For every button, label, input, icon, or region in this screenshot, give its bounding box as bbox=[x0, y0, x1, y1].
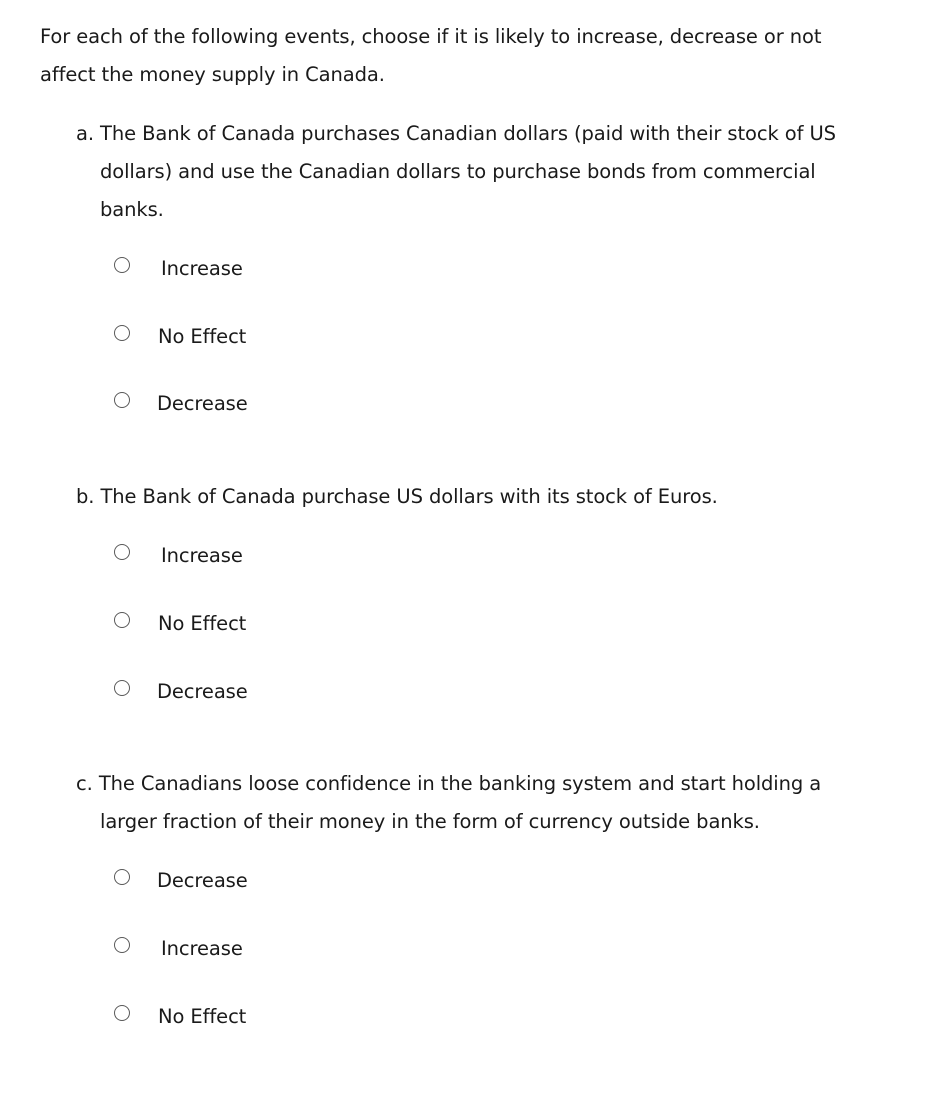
option-label: No Effect bbox=[158, 325, 247, 348]
radio-button-icon[interactable] bbox=[114, 869, 130, 885]
option-label: No Effect bbox=[158, 612, 247, 635]
question-b-option-increase[interactable] bbox=[114, 542, 243, 568]
radio-button-icon[interactable] bbox=[114, 612, 130, 628]
question-a bbox=[76, 115, 866, 229]
question-a-text: a. The Bank of Canada purchases Canadian dollars (paid with their stock of US dollars) and use the Canadian dollars to purchase bonds from commercial banks. bbox=[76, 122, 836, 221]
question-c-option-increase[interactable] bbox=[114, 935, 243, 961]
question-c-text: c. The Canadians loose confidence in the banking system and start holding a larger fraction of their money in the form of currency outside banks. bbox=[76, 772, 822, 833]
question-a-option-no-effect[interactable] bbox=[114, 323, 247, 349]
question-a-option-decrease[interactable] bbox=[114, 390, 248, 416]
question-c-option-decrease[interactable] bbox=[114, 867, 248, 893]
question-b-text: b. The Bank of Canada purchase US dollars with its stock of Euros. bbox=[76, 485, 718, 508]
question-c-option-no-effect[interactable] bbox=[114, 1003, 247, 1029]
radio-button-icon[interactable] bbox=[114, 257, 130, 273]
option-label: No Effect bbox=[158, 1005, 247, 1028]
option-label: Increase bbox=[161, 937, 243, 960]
radio-button-icon[interactable] bbox=[114, 937, 130, 953]
radio-button-icon[interactable] bbox=[114, 680, 130, 696]
question-a-option-increase[interactable] bbox=[114, 255, 243, 281]
option-label: Decrease bbox=[157, 869, 248, 892]
question-b-option-decrease[interactable] bbox=[114, 678, 248, 704]
instructions-text: For each of the following events, choose if it is likely to increase, decrease or not affect the money supply in Canada. bbox=[40, 25, 822, 86]
option-label: Decrease bbox=[157, 392, 248, 415]
question-c bbox=[76, 765, 866, 841]
option-label: Decrease bbox=[157, 680, 248, 703]
question-b bbox=[76, 478, 866, 516]
radio-button-icon[interactable] bbox=[114, 325, 130, 341]
radio-button-icon[interactable] bbox=[114, 1005, 130, 1021]
radio-button-icon[interactable] bbox=[114, 544, 130, 560]
question-b-option-no-effect[interactable] bbox=[114, 610, 247, 636]
option-label: Increase bbox=[161, 544, 243, 567]
radio-button-icon[interactable] bbox=[114, 392, 130, 408]
option-label: Increase bbox=[161, 257, 243, 280]
